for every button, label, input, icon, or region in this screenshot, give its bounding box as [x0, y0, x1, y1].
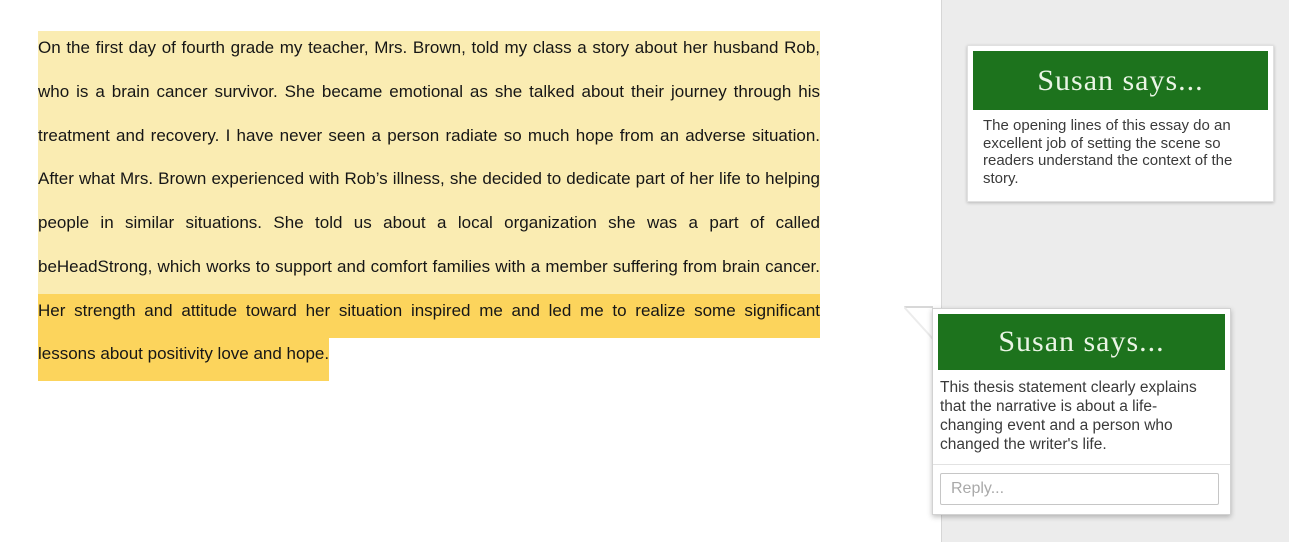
comment-author-banner: Susan says...	[938, 314, 1225, 370]
essay-document	[38, 26, 820, 376]
comment-text: The opening lines of this essay do an excellent job of setting the scene so readers understand the context of the story.	[983, 117, 1233, 187]
highlight-anchor-intro[interactable]: On the first day of fourth grade my teacher, Mrs. Brown, told my class a story about her husband Rob, who is a brain cancer survivor. She became emotional as she talked about their journey through his treatment and recovery. I have never seen a person radiate so much hope from an adverse situation. After what Mrs. Brown experienced with Rob’s illness, she decided to dedicate part of her life to helping people in similar situations. She told us about a local organization she was a part of called beHeadStrong, which works to support and comfort families with a member suffering from brain cancer.	[38, 31, 820, 294]
comment-tail-pointer	[904, 306, 933, 339]
reply-row	[933, 464, 1230, 514]
essay-paragraph	[38, 26, 820, 376]
comment-card-thesis	[932, 308, 1231, 515]
reply-input[interactable]	[940, 473, 1219, 505]
comment-text: This thesis statement clearly explains that the narrative is about a life-changing event and a person who changed the writer's life.	[940, 379, 1197, 453]
comment-card-intro[interactable]	[967, 45, 1274, 202]
comment-author-banner: Susan says...	[973, 51, 1268, 110]
highlight-anchor-thesis[interactable]: Her strength and attitude toward her situation inspired me and led me to realize some significant lessons about positivity love and hope.	[38, 294, 820, 382]
